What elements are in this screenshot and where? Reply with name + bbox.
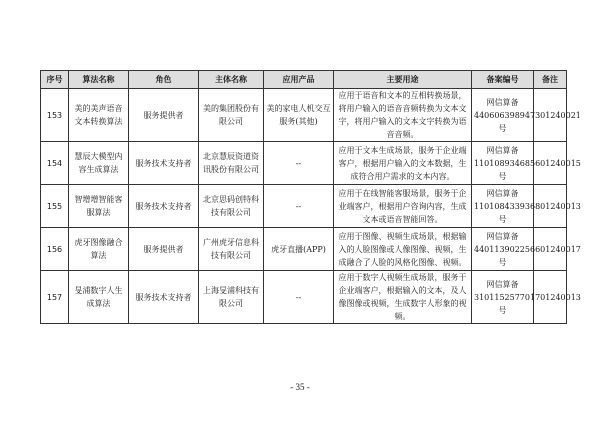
row-filing-number: 网信算备440113902256601240017号 — [472, 228, 534, 271]
table-row — [41, 228, 567, 271]
row-algorithm: 美的美声语音文本转换算法 — [69, 89, 129, 142]
row-entity: 美的集团股份有限公司 — [199, 89, 264, 142]
header-purpose: 主要用途 — [334, 71, 472, 89]
row-entity: 北京慧辰资道资讯股份有限公司 — [199, 142, 264, 185]
row-role: 服务技术支持者 — [129, 142, 199, 185]
row-filing-number: 网信算备110108433936801240013号 — [472, 185, 534, 228]
table-row — [41, 271, 567, 324]
row-algorithm: 慧辰大模型内容生成算法 — [69, 142, 129, 185]
algorithm-filing-table — [40, 70, 581, 324]
row-filing-number: 网信算备440606398947301240021号 — [472, 89, 534, 142]
header-filing-number: 备案编号 — [472, 71, 534, 89]
table-row — [41, 185, 567, 228]
row-purpose: 应用于在线智能客服场景，服务于企业端客户，根据用户咨询内容，生成文本或语音智能回答。 — [334, 185, 472, 228]
row-algorithm: 虎牙图像融合算法 — [69, 228, 129, 271]
table-row — [41, 89, 567, 142]
row-purpose: 应用于语音和文本的互相转换场景，将用户输入的语音音频转换为文本文字，将用户输入的文本文字转换为语音音频。 — [334, 89, 472, 142]
row-role: 服务提供者 — [129, 89, 199, 142]
row-entity: 上海旻浦科技有限公司 — [199, 271, 264, 324]
row-purpose: 应用于图像、视频生成场景，根据输入的人脸图像或人像图像、视频，生成融合了人脸的风格化图像、视频。 — [334, 228, 472, 271]
header-role: 角色 — [129, 71, 199, 89]
row-filing-number: 网信算备110108934685601240015号 — [472, 142, 534, 185]
row-index: 155 — [41, 185, 69, 228]
row-product: -- — [264, 271, 334, 324]
row-role: 服务提供者 — [129, 228, 199, 271]
table-row — [41, 142, 567, 185]
row-role: 服务技术支持者 — [129, 185, 199, 228]
row-entity: 广州虎牙信息科技有限公司 — [199, 228, 264, 271]
row-product: -- — [264, 185, 334, 228]
page-number: - 35 - — [290, 382, 310, 392]
header-note: 备注 — [534, 71, 567, 89]
row-index: 154 — [41, 142, 69, 185]
header-algorithm: 算法名称 — [69, 71, 129, 89]
row-index: 153 — [41, 89, 69, 142]
row-product: 美的家电人机交互服务(其他) — [264, 89, 334, 142]
row-purpose: 应用于数字人视频生成场景，服务于企业端客户，根据输入的文本，及人像图像或视频，生成数字人形象的视频。 — [334, 271, 472, 324]
row-product: 虎牙直播(APP) — [264, 228, 334, 271]
row-entity: 北京思码创特科技有限公司 — [199, 185, 264, 228]
row-role: 服务技术支持者 — [129, 271, 199, 324]
row-filing-number: 网信算备310115257701701240013号 — [472, 271, 534, 324]
row-index: 157 — [41, 271, 69, 324]
row-purpose: 应用于文本生成场景，服务于企业端客户，根据用户输入的文本数据，生成符合用户需求的文本内容。 — [334, 142, 472, 185]
row-index: 156 — [41, 228, 69, 271]
row-algorithm: 旻浦数字人生成算法 — [69, 271, 129, 324]
header-index: 序号 — [41, 71, 69, 89]
row-algorithm: 智增增智能客服算法 — [69, 185, 129, 228]
table-header-row — [41, 71, 567, 89]
row-product: -- — [264, 142, 334, 185]
header-entity: 主体名称 — [199, 71, 264, 89]
header-product: 应用产品 — [264, 71, 334, 89]
